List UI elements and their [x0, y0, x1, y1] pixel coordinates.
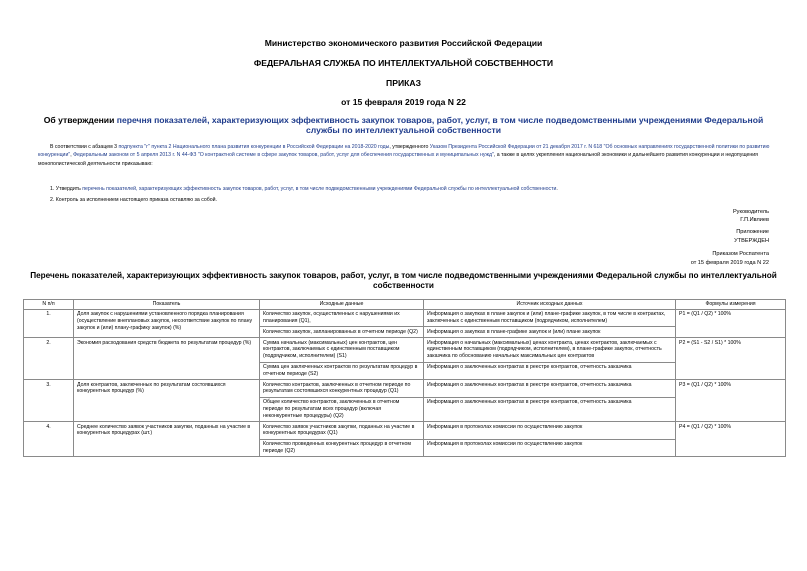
table-row [24, 309, 786, 327]
column-header: N п/п [24, 300, 74, 310]
source-data-cell: Количество проведенных конкурентных процедур в отчетном периоде (Q2) [260, 439, 424, 457]
order-item-text: . [556, 186, 558, 192]
source-data-cell: Сумма цен заключенных контрактов по результатам процедур в отчетном периоде (S2) [260, 362, 424, 380]
preamble-link-decree[interactable]: Указом Президента Российской Федерации от 21 декабря 2017 г. N 618 "Об основных направлениях государственной политики по развитию конкуренции" [38, 144, 770, 159]
doc-title-prefix: Об утверждении [43, 115, 117, 125]
order-item-2: 2. Контроль за исполнением настоящего приказа оставляю за собой. [50, 197, 217, 203]
source-data-cell: Количество закупок, запланированных в отчетном периоде (Q2) [260, 327, 424, 338]
order-item-1 [50, 185, 770, 193]
table-header-row [24, 300, 786, 310]
appendix-approved: УТВЕРЖДЕН [734, 238, 769, 244]
data-source-cell: Информация в протоколах комиссии по осуществлению закупок [424, 422, 676, 440]
data-source-cell: Информация о начальных (максимальных) ценах контракта, ценах контрактов, заключаемых с единственным поставщиком (подрядчиком, исполнителем), в плане-графике закупок, отчетность заказчика по обоснованию начальных максимальных цен контрактов [424, 338, 676, 362]
indicator-cell: Экономия расходования средств бюджета по результатам процедур (%) [74, 338, 260, 380]
table-row [24, 380, 786, 398]
formula-cell: P4 = (Q1 / Q2) * 100% [676, 422, 786, 457]
data-source-cell: Информация в протоколах комиссии по осуществлению закупок [424, 439, 676, 457]
table-row [24, 338, 786, 362]
preamble-link-law[interactable]: Федеральным законом от 5 апреля 2013 г. N 44-ФЗ "О контрактной системе в сфере закупок товаров, работ, услуг для обеспечения государственных и муниципальных нужд" [73, 152, 494, 159]
preamble-text: , а также в целях укрепления национальной экономики и дальнейшего развития конкуренции и недопущения монополистической деятельности приказываю: [38, 152, 758, 167]
doc-title [30, 115, 777, 135]
appendix-by: Приказом Роспатента [712, 251, 769, 257]
indicator-cell: Доля закупок с нарушениями установленного порядка планирования (осуществление внеплановых закупок, несоответствие закупок по плану закупок и (или) плану-графику закупок) (%) [74, 309, 260, 337]
source-data-cell: Сумма начальных (максимальных) цен контрактов, цен контрактов, заключаемых с единственным поставщиком (подрядчиком, исполнителем) (S1) [260, 338, 424, 362]
preamble-text: , утвержденного [389, 144, 430, 150]
doc-title-link[interactable]: перечня показателей, характеризующих эффективность закупок товаров, работ, услуг, в том числе подведомственными учреждениями Федеральной службы по интеллектуальной собственности [116, 115, 764, 135]
column-header: Формулы измерения [676, 300, 786, 310]
preamble-text: , [70, 152, 74, 159]
formula-cell: P3 = (Q1 / Q2) * 100% [676, 380, 786, 422]
ministry-heading: Министерство экономического развития Российской Федерации [264, 38, 543, 48]
column-header: Источник исходных данных [424, 300, 676, 310]
data-source-cell: Информация о закупках в плане закупок и (или) плане-графике закупок, в том числе в контрактах, заключенных с единственным поставщиком (подрядчиком, исполнителем) [424, 309, 676, 327]
service-heading: ФЕДЕРАЛЬНАЯ СЛУЖБА ПО ИНТЕЛЛЕКТУАЛЬНОЙ СОБСТВЕННОСТИ [253, 58, 554, 68]
table-row [24, 422, 786, 440]
preamble-link-plan[interactable]: подпункта "г" пункта 2 Национального плана развития конкуренции в Российской Федерации на 2018-2020 годы [118, 144, 390, 150]
doc-date-heading: от 15 февраля 2019 года N 22 [341, 97, 466, 107]
column-header: Исходные данные [260, 300, 424, 310]
indicator-cell: Доля контрактов, заключенных по результатам состоявшихся конкурентных процедур (%) [74, 380, 260, 422]
signature-block [733, 208, 769, 224]
order-item-text: 1. Утвердить [50, 186, 83, 192]
row-number: 2. [24, 338, 74, 380]
list-title: Перечень показателей, характеризующих эффективность закупок товаров, работ, услуг, в том числе подведомственными учреждениями Федеральной службы по интеллектуальной собственности [30, 271, 777, 290]
indicators-table [23, 299, 786, 457]
formula-cell: P2 = (S1 - S2 / S1) * 100% [676, 338, 786, 380]
indicator-cell: Среднее количество заявок участников закупки, поданных на участие в конкурентных процедурах (шт.) [74, 422, 260, 457]
preamble-paragraph [38, 143, 770, 168]
source-data-cell: Общее количество контрактов, заключенных в отчетном периоде по результатам всех процедур (включая неконкурентные процедуры) (Q2) [260, 397, 424, 421]
signature-name: Г.П.Ивлиев [740, 217, 769, 223]
data-source-cell: Информация о заключенных контрактах в реестре контрактов, отчетность заказчика [424, 380, 676, 398]
row-number: 3. [24, 380, 74, 422]
signature-role: Руководитель [732, 209, 769, 215]
row-number: 1. [24, 309, 74, 337]
column-header: Показатель [74, 300, 260, 310]
appendix-label: Приложение [736, 229, 769, 235]
doc-type-heading: ПРИКАЗ [386, 78, 421, 88]
order-item-link[interactable]: перечень показателей, характеризующих эффективность закупок товаров, работ, услуг, в том числе подведомственными учреждениями Федеральной службы по интеллектуальной собственности [82, 186, 557, 192]
formula-cell: P1 = (Q1 / Q2) * 100% [676, 309, 786, 337]
source-data-cell: Количество заявок участников закупки, поданных на участие в конкурентных процедурах (Q1) [260, 422, 424, 440]
appendix-date: от 15 февраля 2019 года N 22 [690, 260, 769, 266]
data-source-cell: Информация о заключенных контрактах в реестре контрактов, отчетность заказчика [424, 362, 676, 380]
row-number: 4. [24, 422, 74, 457]
data-source-cell: Информация о заключенных контрактах в реестре контрактов, отчетность заказчика [424, 397, 676, 421]
source-data-cell: Количество контрактов, заключенных в отчетном периоде по результатам состоявшихся конкурентных процедур (Q1) [260, 380, 424, 398]
data-source-cell: Информация о закупках в плане-графике закупок и (или) плане закупок [424, 327, 676, 338]
source-data-cell: Количество закупок, осуществленных с нарушениями их планирования (Q1), [260, 309, 424, 327]
preamble-text: В соответствии с абзацем 3 [50, 144, 119, 150]
